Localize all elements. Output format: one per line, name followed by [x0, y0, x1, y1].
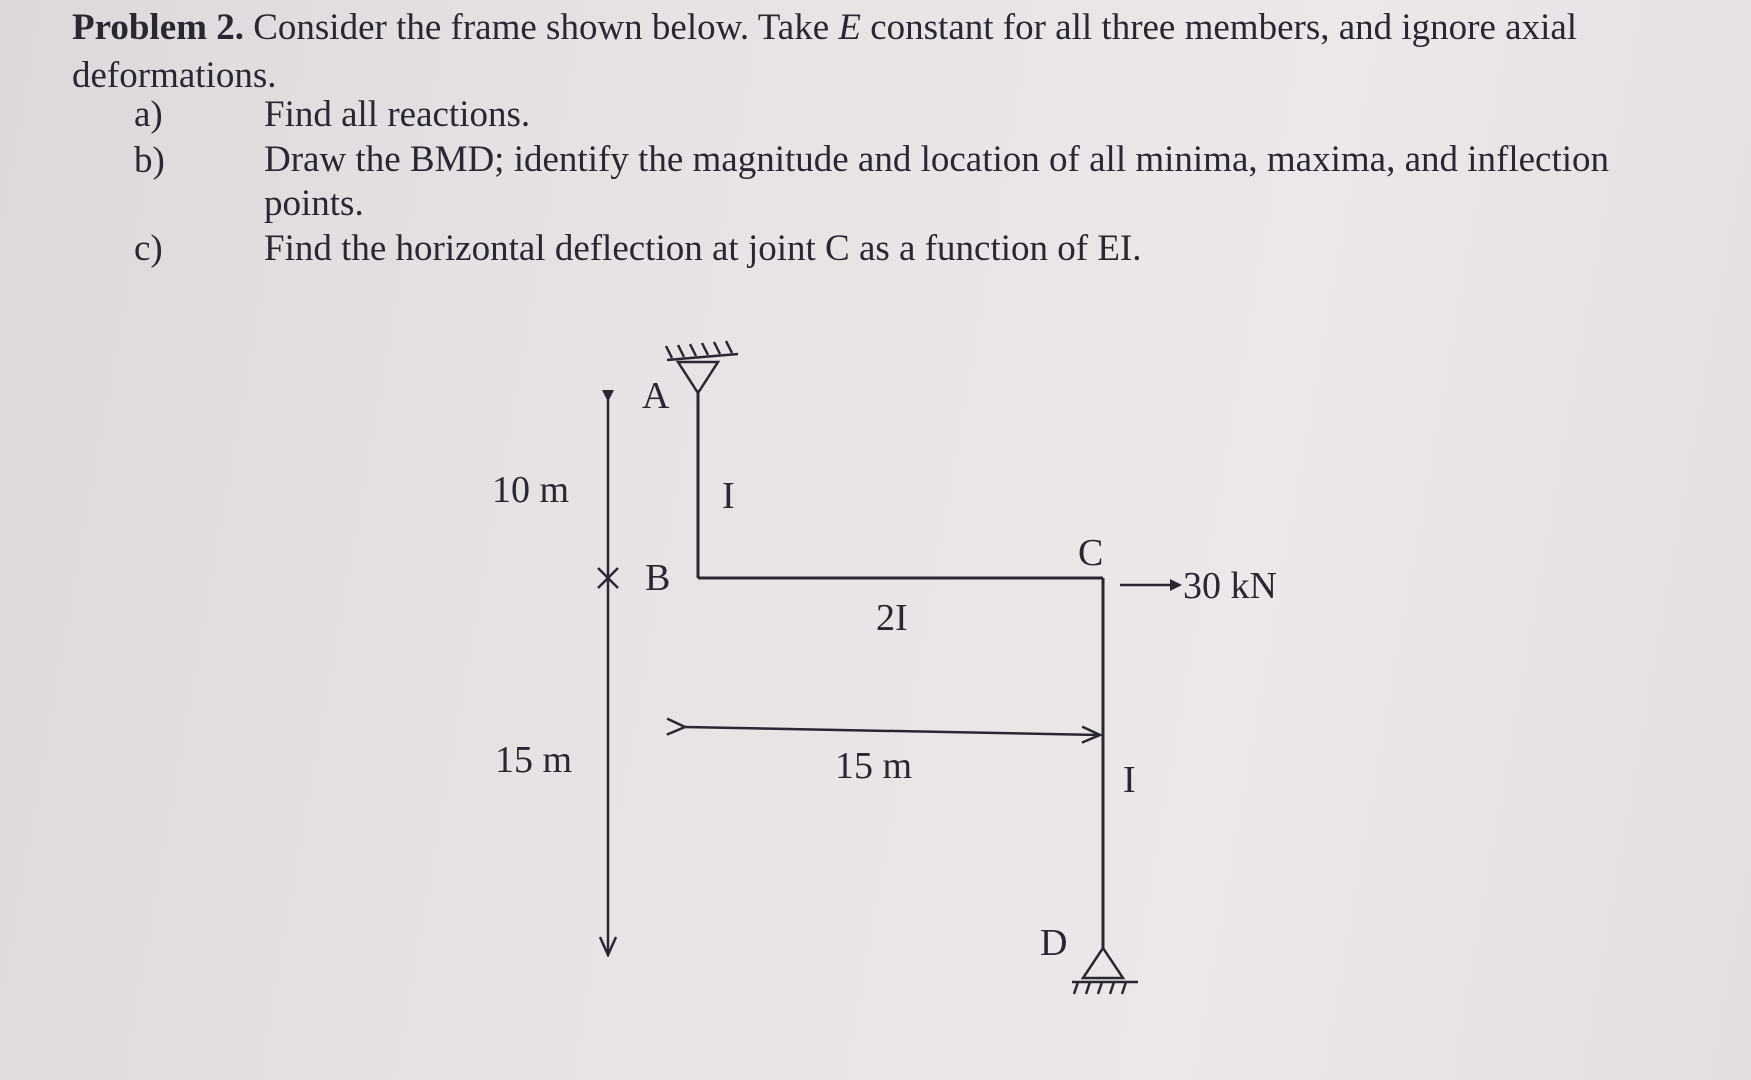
problem-text-part1: Consider the frame shown below. Take	[243, 7, 839, 48]
label-C: C	[1078, 532, 1104, 574]
inertia-BC-label: 2I	[876, 597, 908, 639]
part-c-text: Find the horizontal deflection at joint C as a function of EI.	[264, 228, 1142, 269]
problem-title: Problem 2.	[72, 7, 244, 48]
part-b-letter: b)	[134, 140, 165, 181]
part-b-text-line1: Draw the BMD; identify the magnitude and location of all minima, maxima, and inflection	[264, 139, 1610, 180]
problem-text-part2: constant for all three members, and ignore axial	[860, 7, 1578, 48]
modulus-symbol: E	[838, 7, 861, 48]
part-b-text-line2: points.	[264, 183, 364, 224]
pin-support-A-icon	[666, 341, 738, 393]
part-a-text: Find all reactions.	[264, 94, 531, 135]
label-B: B	[645, 557, 671, 599]
label-A: A	[642, 375, 670, 417]
dimension-AB-label: 10 m	[492, 469, 570, 511]
load-label: 30 kN	[1183, 565, 1277, 607]
pin-support-D-icon	[1072, 948, 1138, 994]
inertia-AB-label: I	[722, 475, 735, 517]
inertia-CD-label: I	[1123, 759, 1136, 801]
horizontal-dimension-line	[685, 727, 1100, 735]
part-a-letter: a)	[134, 94, 163, 135]
dimension-BC-label: 15 m	[835, 745, 913, 787]
part-c-letter: c)	[134, 228, 163, 269]
label-D: D	[1040, 922, 1068, 964]
problem-text-line2: deformations.	[72, 55, 277, 96]
dimension-BD-label: 15 m	[495, 739, 573, 781]
